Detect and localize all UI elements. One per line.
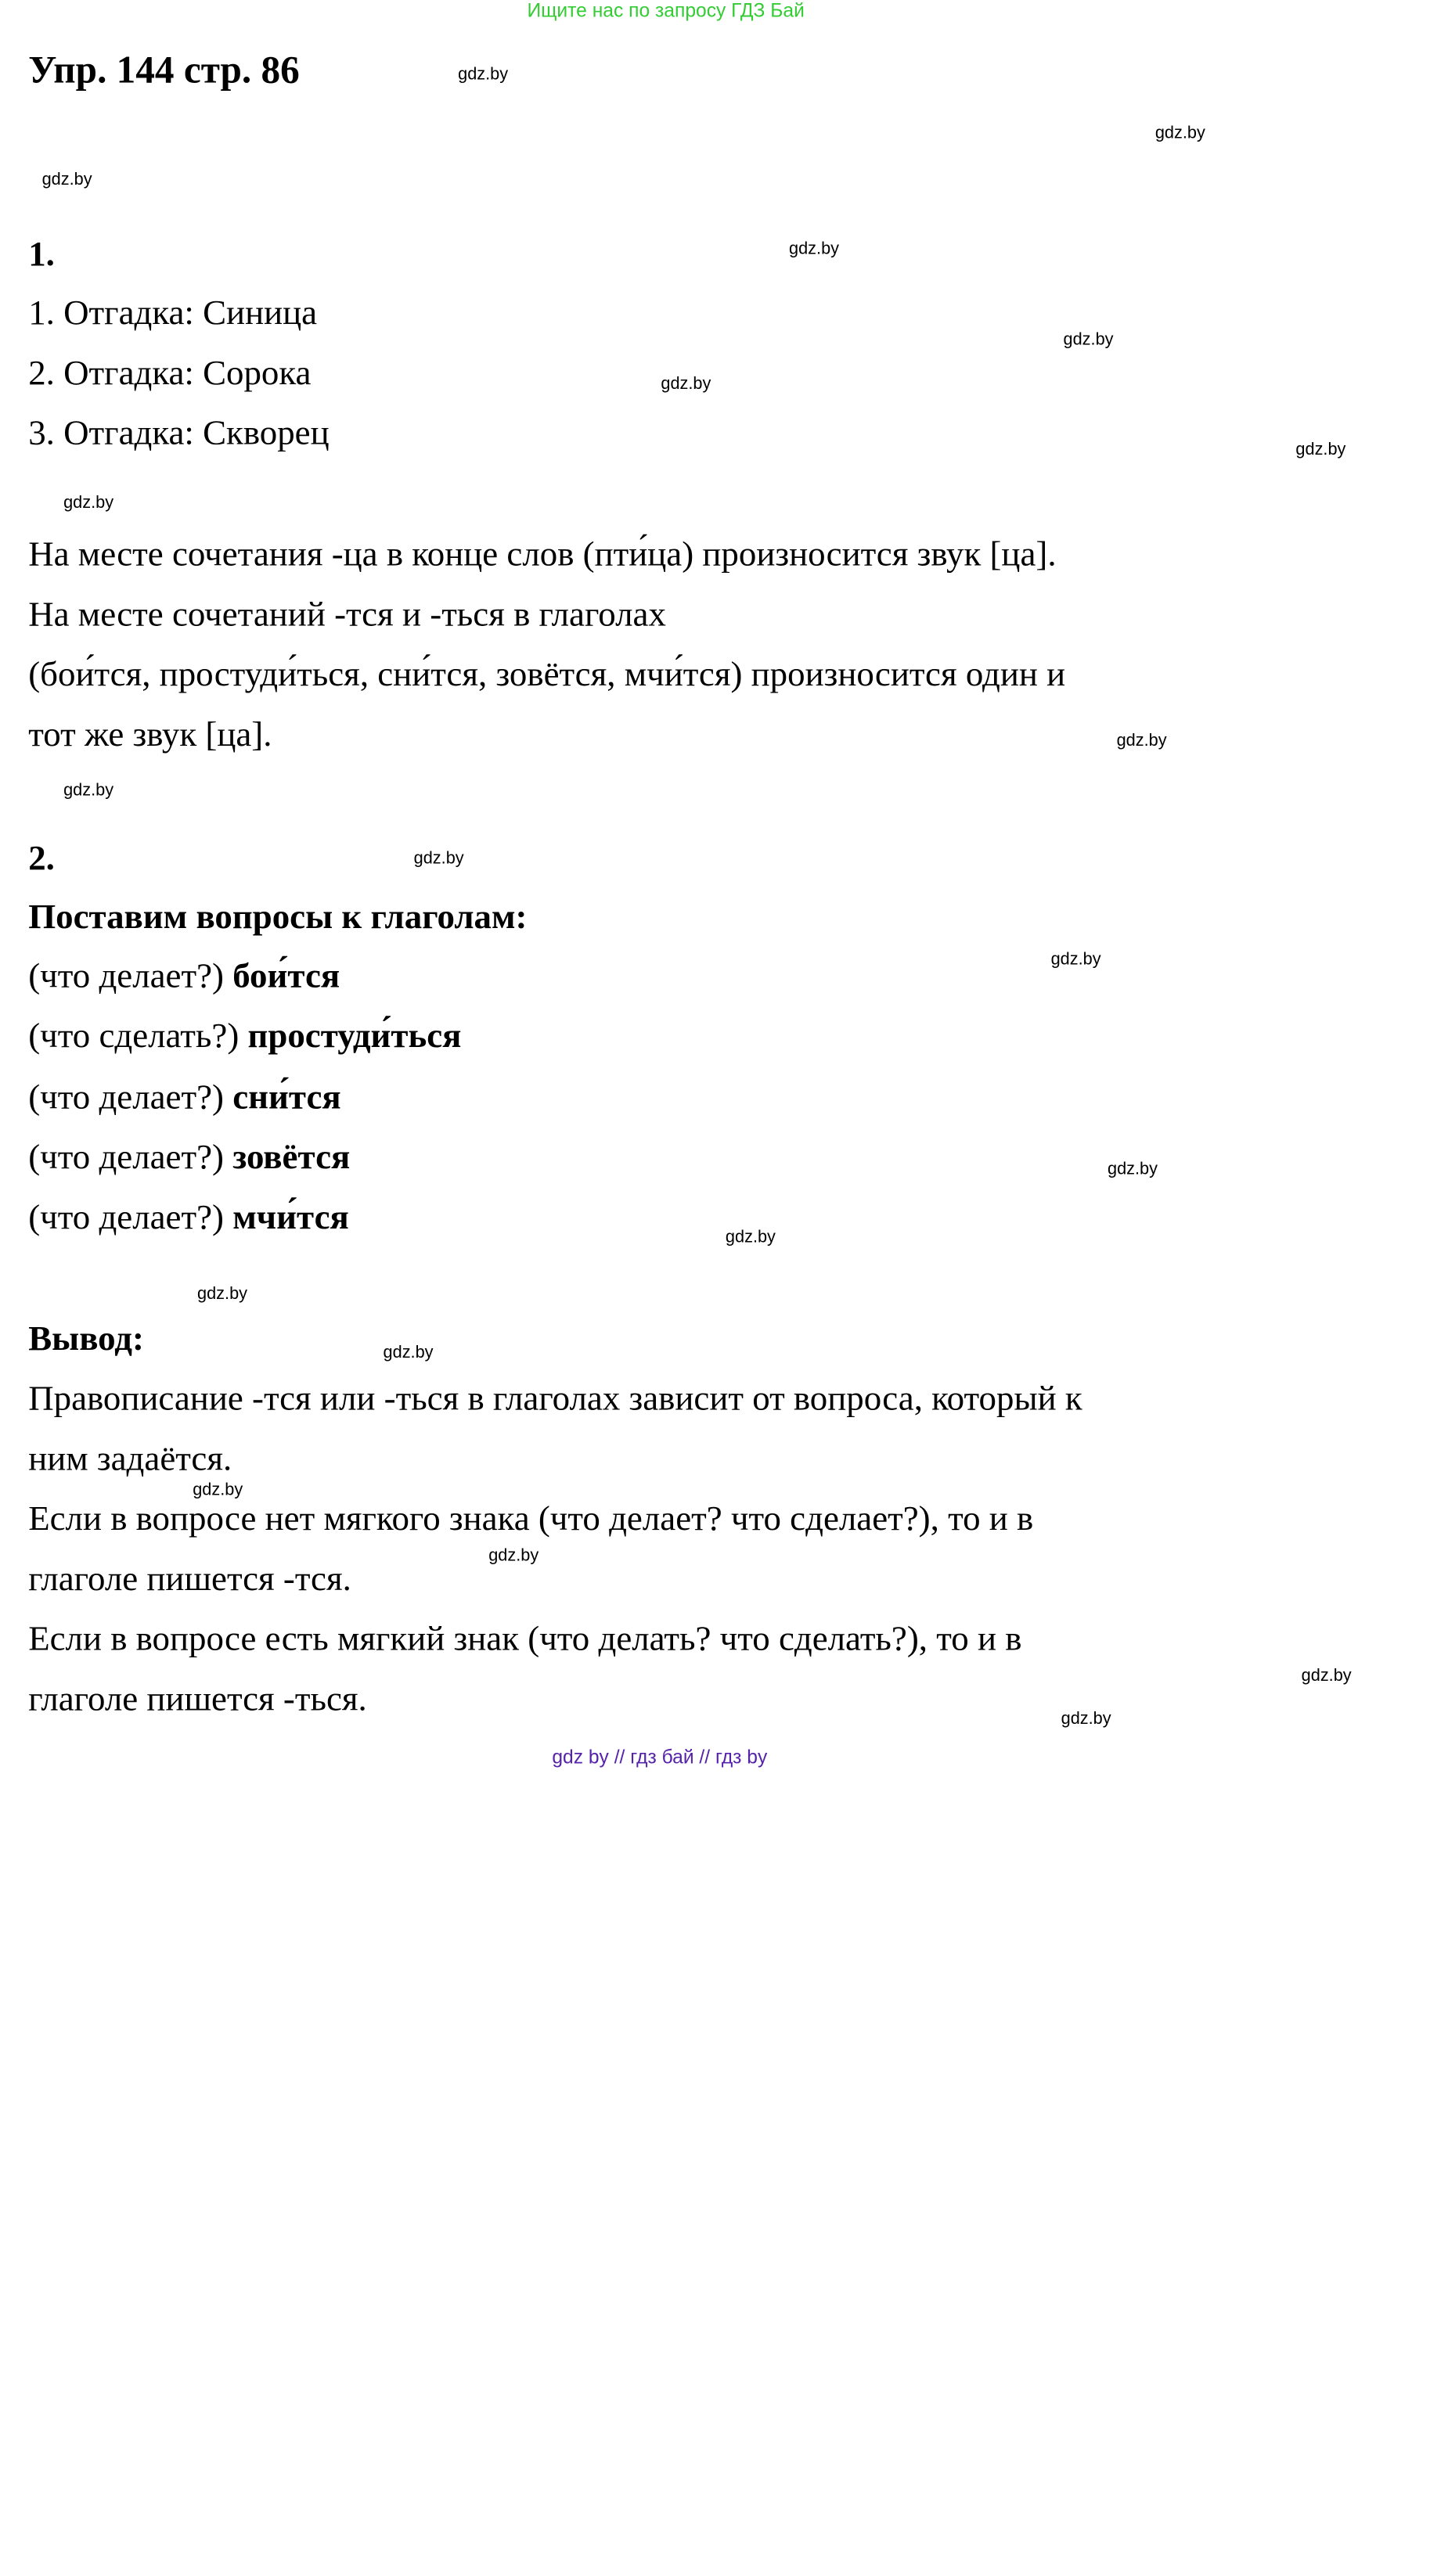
verb-question-row [28,1137,350,1178]
conclusion-line: ним задаётся. [28,1437,232,1478]
watermark: gdz.by [63,780,114,801]
question-text: (что делает?) [28,1136,224,1177]
watermark: gdz.by [1116,731,1167,750]
watermark: gdz.by [63,493,114,513]
watermark: gdz.by [197,1283,248,1304]
verb-question-row [28,1016,461,1056]
footer-links[interactable]: gdz by // гдз бай // гдз by [552,1746,768,1768]
watermark: gdz.by [1295,439,1346,459]
watermark: gdz.by [1107,1159,1158,1179]
conclusion-heading: Вывод: [28,1318,144,1358]
conclusion-line: глаголе пишется -тся. [28,1558,351,1599]
watermark: gdz.by [41,170,92,189]
verb-question-row [28,1196,349,1237]
question-text: (что делает?) [28,1076,224,1117]
section-2-heading: 2. [28,837,55,877]
answer-line: 1. Отгадка: Синица [28,292,318,333]
conclusion-line: Если в вопросе нет мягкого знака (что делает? что сделает?), то и в [28,1498,1034,1538]
watermark: gdz.by [1050,949,1101,970]
paragraph-line: На месте сочетаний -тся и -ться в глаголах [28,593,666,634]
question-text: (что делает?) [28,955,224,995]
conclusion-line: Правописание -тся или -ться в глаголах зависит от вопроса, который к [28,1378,1082,1418]
watermark: gdz.by [725,1227,776,1247]
paragraph-line: тот же звук [ца]. [28,714,272,754]
verb-text: бои́тся [232,955,340,995]
watermark: gdz.by [1154,123,1205,143]
watermark: gdz.by [383,1343,434,1362]
verb-text: зовётся [232,1136,351,1177]
verb-text: мчи́тся [232,1196,349,1237]
verb-question-row [28,1077,340,1117]
answer-line: 3. Отгадка: Скворец [28,412,330,452]
watermark: gdz.by [458,64,509,85]
watermark: gdz.by [1063,329,1114,350]
verb-text: сни́тся [232,1076,341,1117]
question-text: (что делает?) [28,1196,224,1237]
watermark: gdz.by [193,1480,243,1500]
watermark: gdz.by [661,373,711,394]
top-banner[interactable]: Ищите нас по запросу ГДЗ Бай [527,0,805,22]
watermark: gdz.by [789,239,840,259]
watermark: gdz.by [1301,1666,1352,1686]
page-title: Упр. 144 стр. 86 [28,49,300,92]
answer-line: 2. Отгадка: Сорока [28,352,312,393]
conclusion-line: Если в вопросе есть мягкий знак (что делать? что сделать?), то и в [28,1618,1022,1658]
verb-question-row [28,955,340,996]
paragraph-line: На месте сочетания -ца в конце слов (пти́ца) произносится звук [ца]. [28,534,1057,574]
watermark: gdz.by [413,848,464,869]
watermark: gdz.by [1061,1709,1111,1729]
section-1-heading: 1. [28,233,55,274]
verb-text: простуди́ться [247,1015,462,1056]
question-text: (что сделать?) [28,1015,240,1056]
conclusion-line: глаголе пишется -ться. [28,1678,367,1718]
section-2-subheading: Поставим вопросы к глаголам: [28,896,528,937]
watermark: gdz.by [488,1545,539,1566]
paragraph-line: (бои́тся, простуди́ться, сни́тся, зовётся, мчи́тся) произносится один и [28,653,1066,694]
